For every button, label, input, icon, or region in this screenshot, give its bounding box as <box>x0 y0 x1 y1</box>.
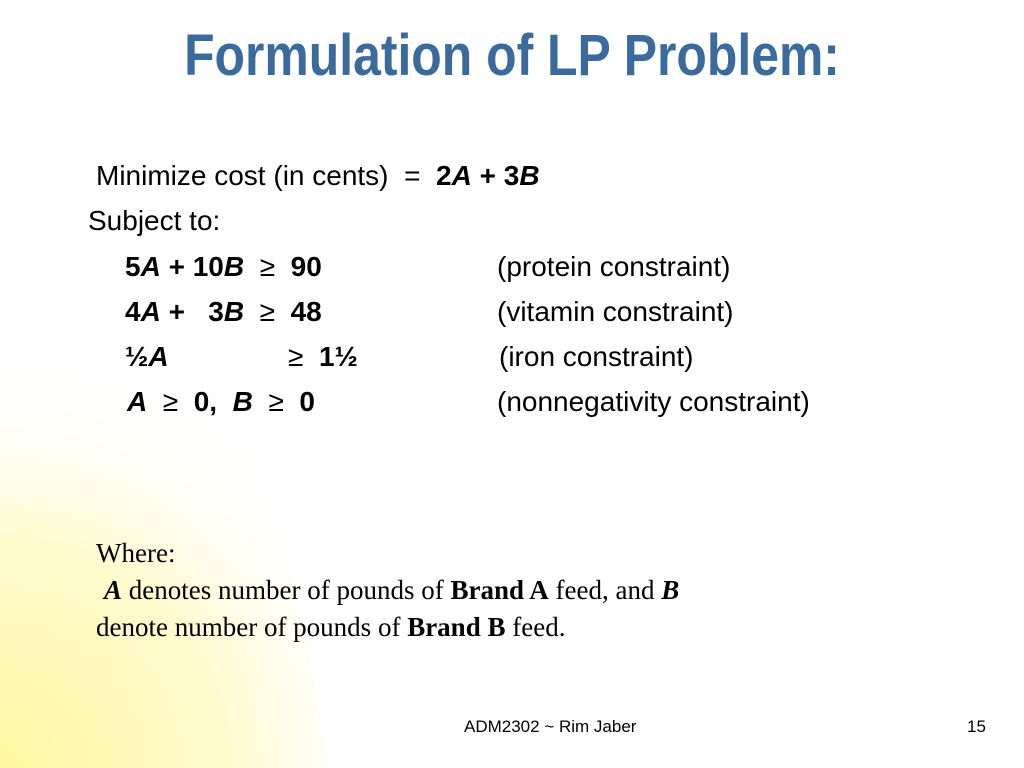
geq-symbol: ≥ <box>259 251 276 282</box>
coef: 4 <box>125 296 141 327</box>
constraint-vitamin-desc: (vitamin constraint) <box>497 296 734 327</box>
rhs-value: 48 <box>290 296 322 327</box>
constraint-nonnegativity-expression <box>127 386 315 418</box>
objective-coef-b: 3 <box>503 160 520 191</box>
where-line-1 <box>104 575 679 606</box>
geq-symbol: ≥ <box>162 386 179 417</box>
where-line-2 <box>96 612 565 643</box>
rhs-value: 0 <box>299 386 315 417</box>
variable: A <box>140 251 161 282</box>
where-text: feed, and <box>555 575 655 605</box>
objective-coef-a: 2 <box>436 160 452 191</box>
objective-label: Minimize cost (in cents) <box>96 160 389 191</box>
variable: A <box>127 386 148 417</box>
variable: A <box>104 575 123 605</box>
coef: ½ <box>125 341 149 372</box>
geq-symbol: ≥ <box>259 296 276 327</box>
constraint-iron-lhs <box>125 341 169 373</box>
coef: 5 <box>125 251 141 282</box>
constraint-iron-rhs <box>288 341 358 373</box>
where-text: denote number of pounds of <box>96 612 401 642</box>
variable: B <box>223 296 245 327</box>
objective-equals: = <box>404 160 421 191</box>
variable: B <box>232 386 253 417</box>
rhs-value: 1½ <box>318 341 358 372</box>
geq-symbol: ≥ <box>288 341 304 372</box>
rhs-value: 0, <box>193 386 218 417</box>
variable: A <box>148 341 169 372</box>
subject-to-label: Subject to: <box>88 205 221 236</box>
objective-var-b: B <box>519 160 540 191</box>
constraint-iron-desc: (iron constraint) <box>499 341 694 372</box>
constraint-vitamin-expression <box>125 296 322 328</box>
rhs-value: 90 <box>290 251 322 282</box>
variable: B <box>223 251 245 282</box>
footer-author: ADM2302 ~ Rim Jaber <box>464 717 637 736</box>
constraint-protein-expression <box>125 251 322 283</box>
constraint-protein-desc: (protein constraint) <box>497 251 731 282</box>
coef: 3 <box>208 296 224 327</box>
geq-symbol: ≥ <box>268 386 284 417</box>
where-text: denotes number of pounds of <box>128 575 444 605</box>
plus-sign: + <box>168 251 185 282</box>
coef: 10 <box>192 251 224 282</box>
constraint-nonnegativity-desc: (nonnegativity constraint) <box>497 386 810 417</box>
page-number: 15 <box>967 717 986 736</box>
variable: A <box>140 296 161 327</box>
brand-name: Brand B <box>407 612 506 642</box>
variable: B <box>661 575 680 605</box>
objective-var-a: A <box>451 160 472 191</box>
objective-line <box>96 160 540 192</box>
objective-plus: + <box>479 160 496 191</box>
plus-sign: + <box>168 296 185 327</box>
brand-name: Brand A <box>450 575 549 605</box>
where-text: feed. <box>512 612 566 642</box>
where-heading: Where: <box>96 538 176 568</box>
slide-title: Formulation of LP Problem: <box>184 23 840 88</box>
